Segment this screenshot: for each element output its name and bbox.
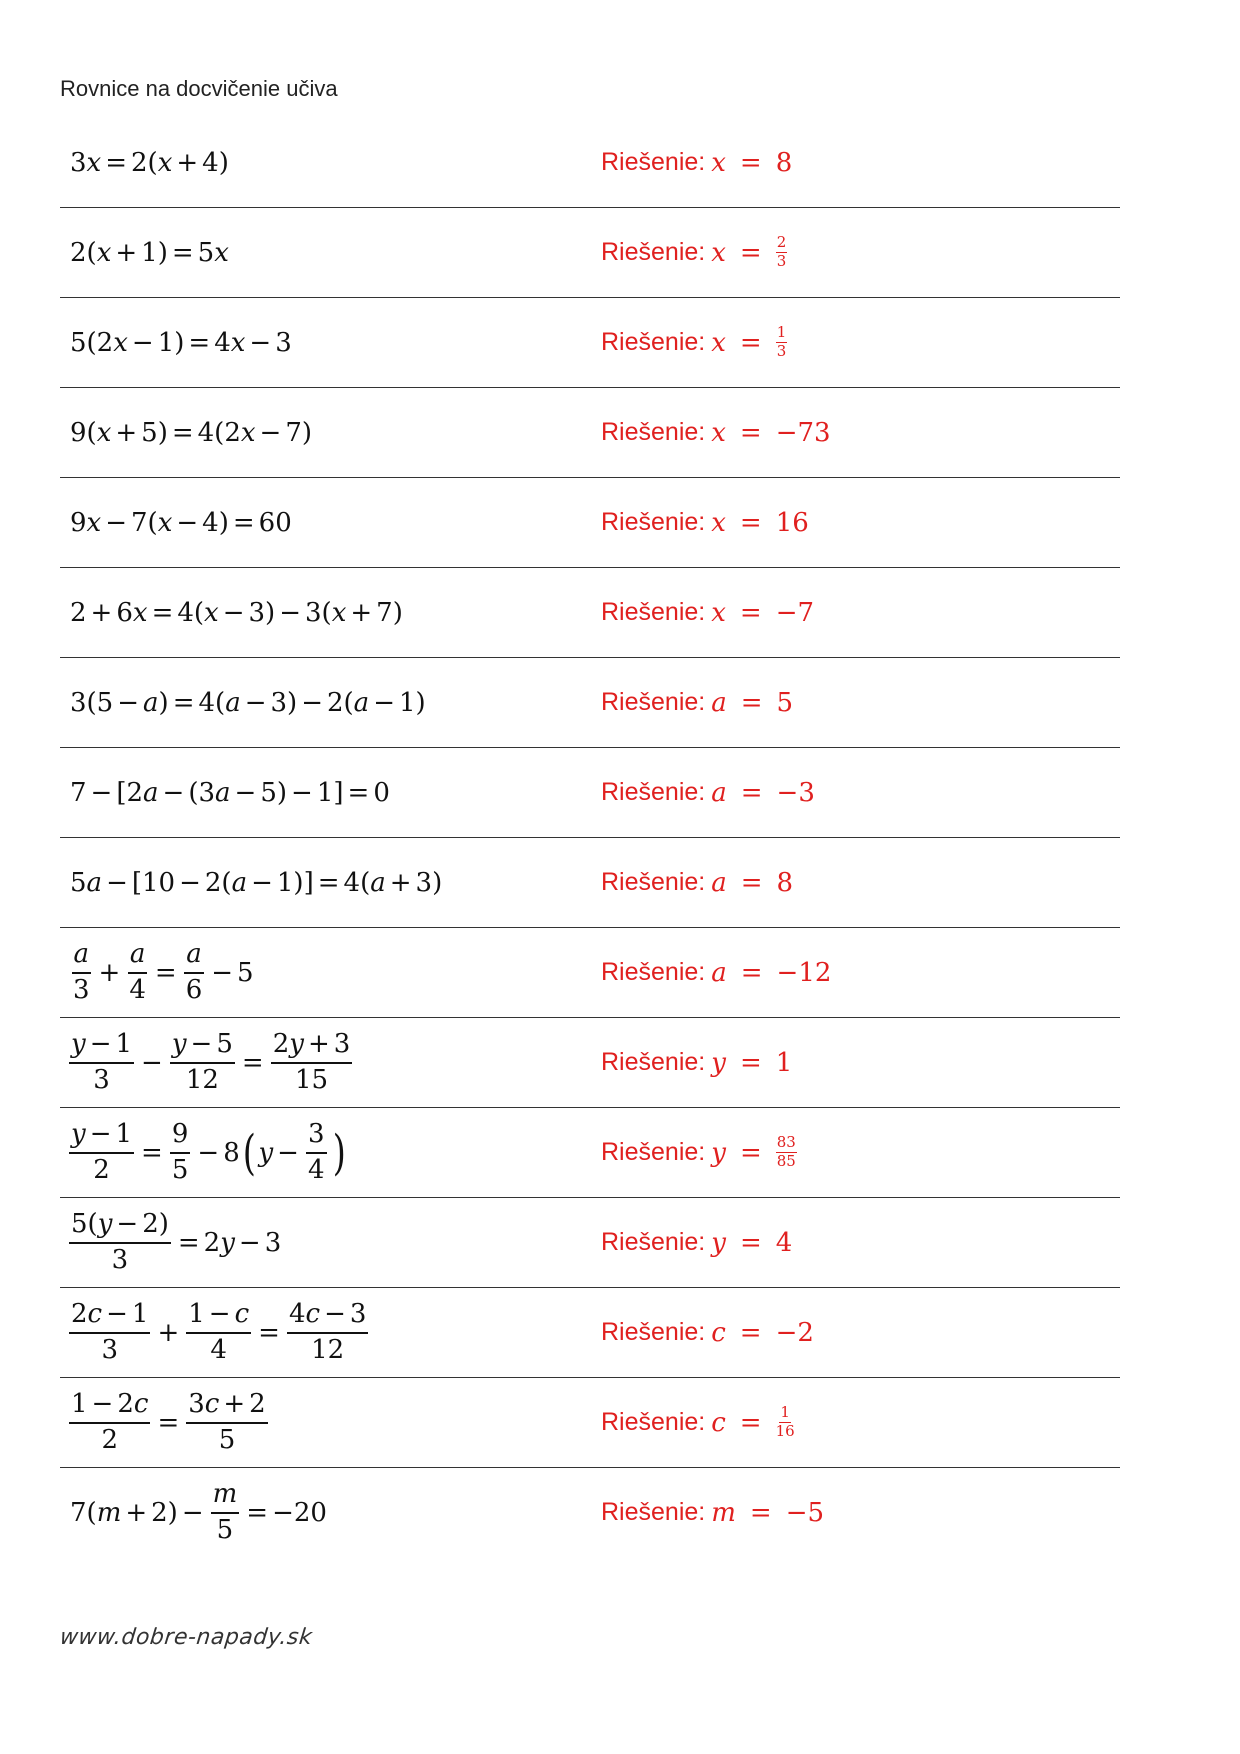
solution-variable: m <box>711 1497 736 1528</box>
solution: Riešenie: a = 5 <box>601 687 794 718</box>
equation-table <box>60 118 1120 1557</box>
solution-variable: x <box>711 147 726 178</box>
table-row <box>60 658 1120 748</box>
solution-value: −3 <box>776 777 815 808</box>
solution-variable: x <box>711 507 726 538</box>
table-row <box>60 1288 1120 1378</box>
solution-label: Riešenie: <box>601 238 706 266</box>
solution-label: Riešenie: <box>601 778 706 806</box>
solution: Riešenie: a = −3 <box>601 777 815 808</box>
equation: 5(2 x − 1) = 4 x − 3 <box>70 327 292 358</box>
page-title: Rovnice na docvičenie učiva <box>60 76 338 101</box>
equation: 3 x = 2( x + 4) <box>70 147 229 178</box>
table-row <box>60 118 1120 208</box>
table-row <box>60 838 1120 928</box>
solution-label: Riešenie: <box>601 148 706 176</box>
table-row <box>60 388 1120 478</box>
solution-label: Riešenie: <box>601 1138 706 1166</box>
solution: Riešenie: y = $\frac{83}{85}$ <box>601 1133 796 1170</box>
solution-label: Riešenie: <box>601 958 706 986</box>
solution-label: Riešenie: <box>601 508 706 536</box>
solution-value: −12 <box>776 957 832 988</box>
solution-variable: a <box>711 687 727 718</box>
solution-value: 8 <box>775 147 793 178</box>
equation: 3(5 − a ) = 4( a − 3) − 2( a − 1) <box>70 687 426 718</box>
solution-value: −73 <box>775 417 831 448</box>
solution: Riešenie: x = −7 <box>601 597 815 628</box>
equation: 9( x + 5) = 4(2 x − 7) <box>70 417 313 448</box>
solution-label: Riešenie: <box>601 598 706 626</box>
table-row <box>60 1018 1120 1108</box>
table-row <box>60 928 1120 1018</box>
solution-variable: a <box>711 777 727 808</box>
equation: $\frac{a}{3}$ + $\frac{a}{4}$ = $\frac{a}{6}$ − 5 <box>73 938 254 1005</box>
table-row <box>60 298 1120 388</box>
solution-value: 5 <box>776 687 794 718</box>
solution: Riešenie: x = $\frac{2}{3}$ <box>601 233 787 270</box>
solution-fraction: $\frac{1}{16}$ <box>775 1403 795 1440</box>
equation: 2 + 6 x = 4( x − 3) − 3( x + 7) <box>70 597 403 628</box>
solution-value: 1 <box>775 1047 793 1078</box>
solution-variable: x <box>711 327 726 358</box>
solution-label: Riešenie: <box>601 1048 706 1076</box>
solution-label: Riešenie: <box>601 1408 706 1436</box>
solution-label: Riešenie: <box>601 1228 706 1256</box>
solution: Riešenie: m = −5 <box>601 1497 825 1528</box>
solution-value: −2 <box>775 1317 814 1348</box>
solution-label: Riešenie: <box>601 868 706 896</box>
solution-label: Riešenie: <box>601 328 706 356</box>
solution-label: Riešenie: <box>601 1318 706 1346</box>
solution-fraction: $\frac{83}{85}$ <box>776 1133 796 1170</box>
solution-value: −5 <box>785 1497 825 1528</box>
equation: $\frac{5(y - 2)}{3}$ = 2 y − 3 <box>71 1208 282 1275</box>
solution: Riešenie: x = 16 <box>601 507 809 538</box>
equation: $\frac{2c - 1}{3}$ + $\frac{1 - c}{4}$ = $\frac{4c - 3}{12}$ <box>71 1298 367 1365</box>
solution-variable: x <box>711 597 726 628</box>
equation: 2( x + 1) = 5 x <box>70 237 229 268</box>
solution-fraction: $\frac{1}{3}$ <box>776 323 787 360</box>
solution: Riešenie: y = 4 <box>601 1227 793 1258</box>
solution-variable: x <box>711 237 726 268</box>
solution: Riešenie: a = −12 <box>601 957 832 988</box>
table-row <box>60 1198 1120 1288</box>
solution: Riešenie: a = 8 <box>601 867 794 898</box>
solution-label: Riešenie: <box>601 1498 706 1526</box>
table-row <box>60 1468 1120 1557</box>
equation: $\frac{y - 1}{2}$ = $\frac{9}{5}$ − 8 ( y − $\frac{3}{4}$ ) <box>71 1118 346 1185</box>
equation: $\frac{1 - 2c}{2}$ = $\frac{3c + 2}{5}$ <box>71 1388 266 1455</box>
equation: $\frac{y - 1}{3}$ − $\frac{y - 5}{12}$ = $\frac{2y + 3}{15}$ <box>71 1028 351 1095</box>
equation: 7( m + 2) − $\frac{m}{5}$ = −20 <box>70 1478 327 1545</box>
solution-variable: y <box>711 1227 726 1258</box>
website-footer: www.dobre-napady.sk <box>58 1625 314 1650</box>
equation: 7 − [2 a − (3 a − 5) − 1] = 0 <box>70 777 390 808</box>
solution-value: −7 <box>775 597 815 628</box>
solution-label: Riešenie: <box>601 418 706 446</box>
table-row <box>60 1378 1120 1468</box>
table-row <box>60 568 1120 658</box>
solution-fraction: $\frac{2}{3}$ <box>776 233 787 270</box>
equation: 5 a − [10 − 2( a − 1)] = 4( a + 3) <box>70 867 443 898</box>
solution-value: 8 <box>776 867 794 898</box>
solution-variable: c <box>711 1407 726 1438</box>
solution: Riešenie: x = −73 <box>601 417 831 448</box>
table-row <box>60 478 1120 568</box>
solution: Riešenie: x = $\frac{1}{3}$ <box>601 323 787 360</box>
solution: Riešenie: c = −2 <box>601 1317 814 1348</box>
solution: Riešenie: x = 8 <box>601 147 793 178</box>
solution-value: 16 <box>775 507 809 538</box>
solution-variable: y <box>711 1047 726 1078</box>
equation: 9 x − 7( x − 4) = 60 <box>70 507 292 538</box>
table-row <box>60 1108 1120 1198</box>
solution-variable: a <box>711 957 727 988</box>
solution-variable: y <box>711 1137 726 1168</box>
solution-variable: c <box>711 1317 726 1348</box>
solution-label: Riešenie: <box>601 688 706 716</box>
solution: Riešenie: y = 1 <box>601 1047 793 1078</box>
solution: Riešenie: c = $\frac{1}{16}$ <box>601 1403 795 1440</box>
solution-value: 4 <box>775 1227 793 1258</box>
solution-variable: x <box>711 417 726 448</box>
solution-variable: a <box>711 867 727 898</box>
table-row <box>60 748 1120 838</box>
table-row <box>60 208 1120 298</box>
